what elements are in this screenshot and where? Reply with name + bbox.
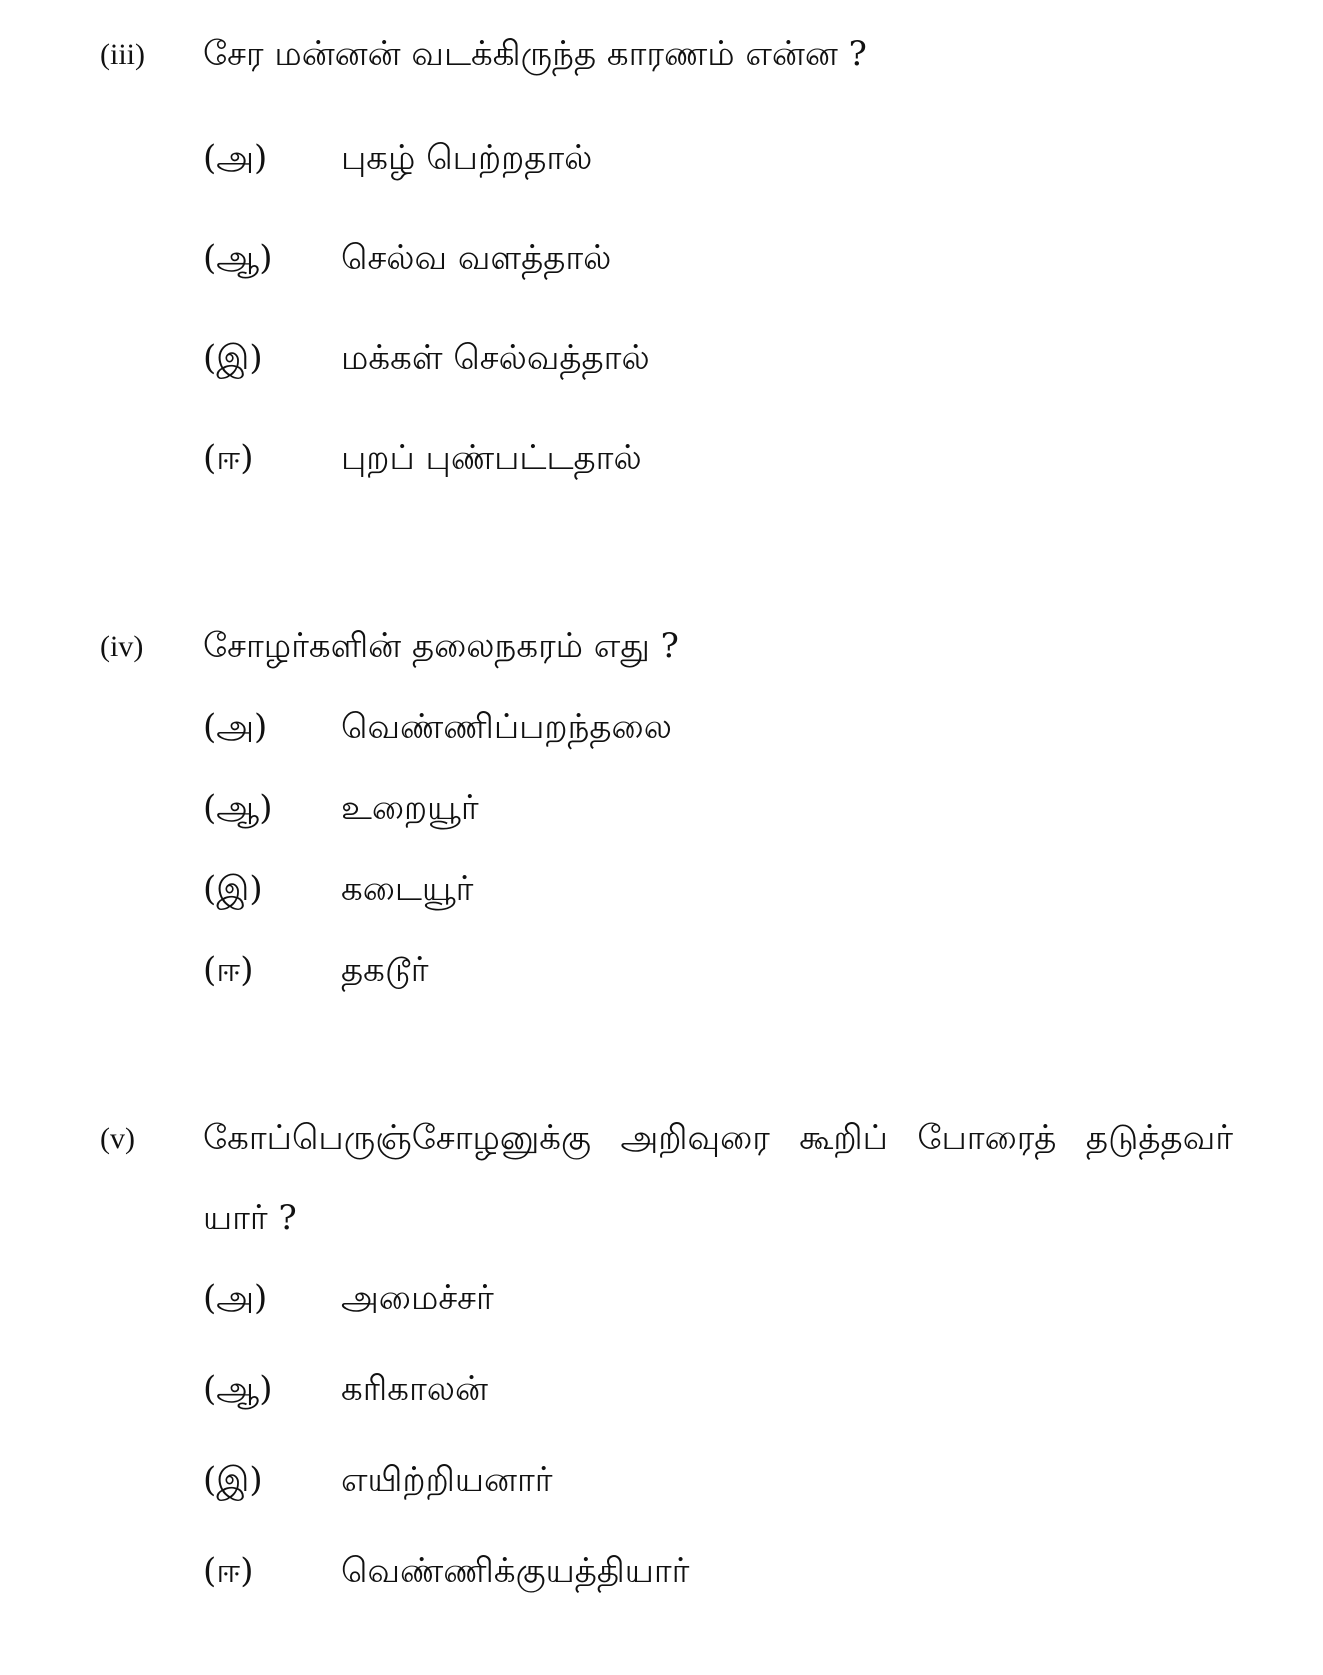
option-text: புகழ் பெற்றதால் bbox=[341, 138, 593, 178]
option-text: எயிற்றியனார் bbox=[341, 1460, 553, 1500]
option-text: அமைச்சர் bbox=[341, 1278, 494, 1318]
option-label: (ஆ) bbox=[203, 788, 273, 828]
question-text: சேர மன்னன் வடக்கிருந்த காரணம் என்ன ? bbox=[203, 34, 867, 74]
option-text: வெண்ணிப்பறந்தலை bbox=[341, 707, 672, 747]
option-text: வெண்ணிக்குயத்தியார் bbox=[341, 1551, 690, 1591]
question-number: (v) bbox=[100, 1122, 135, 1155]
option-text: உறையூர் bbox=[341, 788, 479, 828]
option-ii[interactable] bbox=[203, 1541, 689, 1601]
option-i[interactable] bbox=[203, 859, 473, 919]
option-ii[interactable] bbox=[203, 428, 642, 488]
question-number: (iii) bbox=[100, 38, 145, 71]
option-label: (ஈ) bbox=[203, 1551, 254, 1591]
option-label: (ஆ) bbox=[203, 1369, 273, 1409]
option-ii[interactable] bbox=[203, 940, 429, 1000]
option-aa[interactable] bbox=[203, 1359, 488, 1419]
option-label: (ஈ) bbox=[203, 950, 254, 990]
option-label: (அ) bbox=[203, 707, 268, 747]
option-label: (இ) bbox=[203, 338, 263, 378]
option-i[interactable] bbox=[203, 1450, 552, 1510]
option-label: (அ) bbox=[203, 138, 268, 178]
option-aa[interactable] bbox=[203, 778, 479, 838]
option-label: (இ) bbox=[203, 869, 263, 909]
question-text: சோழர்களின் தலைநகரம் எது ? bbox=[203, 626, 679, 666]
question-text: கோப்பெருஞ்சோழனுக்கு அறிவுரை கூறிப் போரைத் தடுத்தவர் யார் ? bbox=[203, 1118, 1233, 1238]
option-label: (அ) bbox=[203, 1278, 268, 1318]
option-a[interactable] bbox=[203, 128, 592, 188]
option-text: கரிகாலன் bbox=[341, 1369, 488, 1409]
option-text: செல்வ வளத்தால் bbox=[341, 238, 612, 278]
option-i[interactable] bbox=[203, 328, 650, 388]
option-text: மக்கள் செல்வத்தால் bbox=[341, 338, 650, 378]
option-text: புறப் புண்பட்டதால் bbox=[341, 438, 642, 478]
option-label: (ஈ) bbox=[203, 438, 254, 478]
option-a[interactable] bbox=[203, 697, 672, 757]
option-text: தகடூர் bbox=[341, 950, 429, 990]
question-number: (iv) bbox=[100, 630, 144, 663]
option-aa[interactable] bbox=[203, 228, 611, 288]
option-label: (இ) bbox=[203, 1460, 263, 1500]
option-label: (ஆ) bbox=[203, 238, 273, 278]
option-text: கடையூர் bbox=[341, 869, 474, 909]
option-a[interactable] bbox=[203, 1268, 494, 1328]
